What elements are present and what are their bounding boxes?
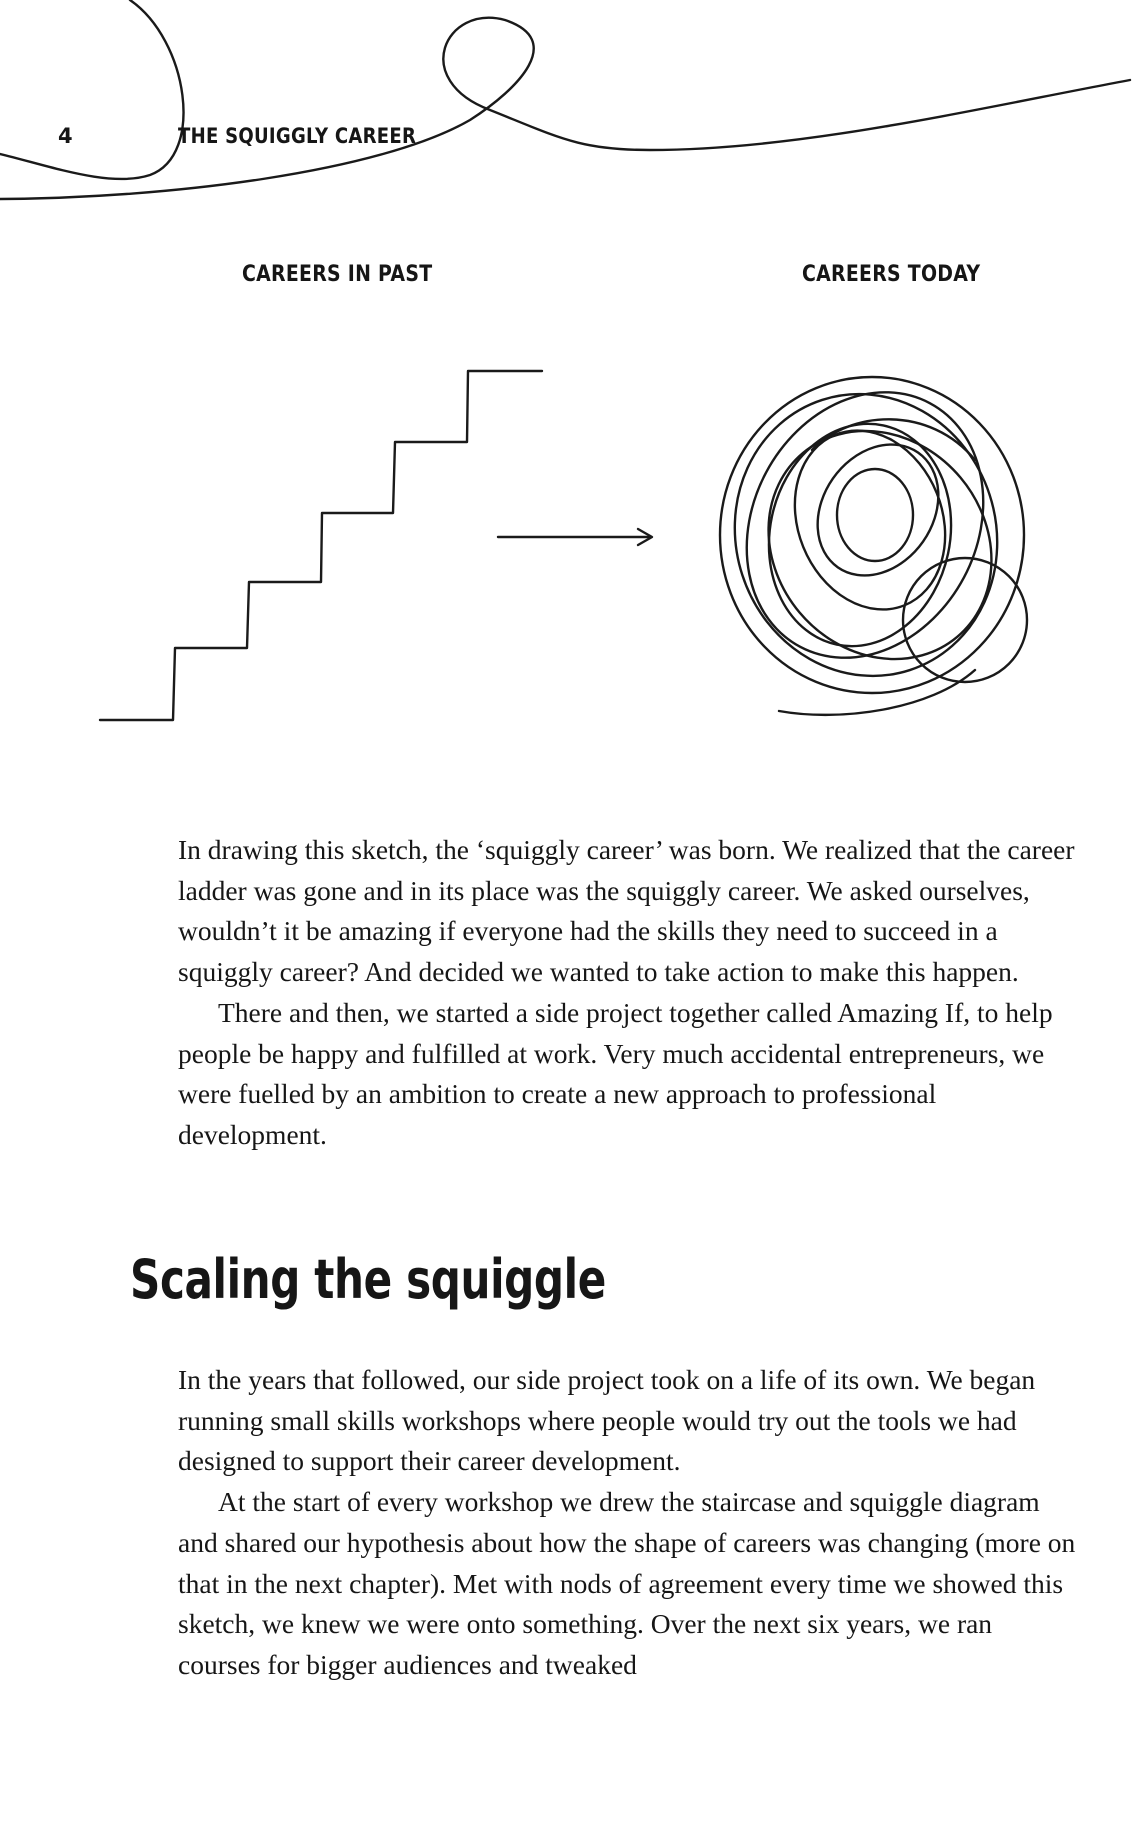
figure-label-past: CAREERS IN PAST (242, 262, 433, 287)
intro-paragraph-2: There and then, we started a side project together called Amazing If, to help people be happy and fulfilled at work. Very much accidental entrepreneurs, we were fuelled by an ambition to create a new approach to professional development. (178, 996, 1053, 1150)
arrow-right-icon (498, 529, 652, 545)
running-head: THE SQUIGGLY CAREER (178, 124, 417, 148)
intro-text (178, 830, 1078, 1156)
section-heading: Scaling the squiggle (130, 1248, 606, 1311)
scribble-icon (698, 351, 1037, 715)
figure-label-today: CAREERS TODAY (802, 262, 981, 287)
header-squiggle-line (0, 0, 1147, 220)
intro-paragraph-1: In drawing this sketch, the ‘squiggly career’ was born. We realized that the career ladder was gone and in its place was the squiggly career. We asked ourselves, wouldn’t it be amazing if everyone had the skills they need to succeed in a squiggly career? And decided we wanted to take action to make this happen. (178, 834, 1075, 988)
section-paragraph-2: At the start of every workshop we drew the staircase and squiggle diagram and shared our hypothesis about how the shape of careers was changing (more on that in the next chapter). Met with nods of agreement every time we showed this sketch, we knew we were onto something. Over the next six years, we ran courses for bigger audiences and tweaked (178, 1486, 1076, 1680)
page-number: 4 (58, 124, 74, 148)
section-text (178, 1360, 1078, 1686)
section-paragraph-1: In the years that followed, our side project took on a life of its own. We began running small skills workshops where people would try out the tools we had designed to support their career development. (178, 1364, 1036, 1477)
staircase-icon (100, 371, 542, 720)
careers-diagram (0, 350, 1147, 750)
